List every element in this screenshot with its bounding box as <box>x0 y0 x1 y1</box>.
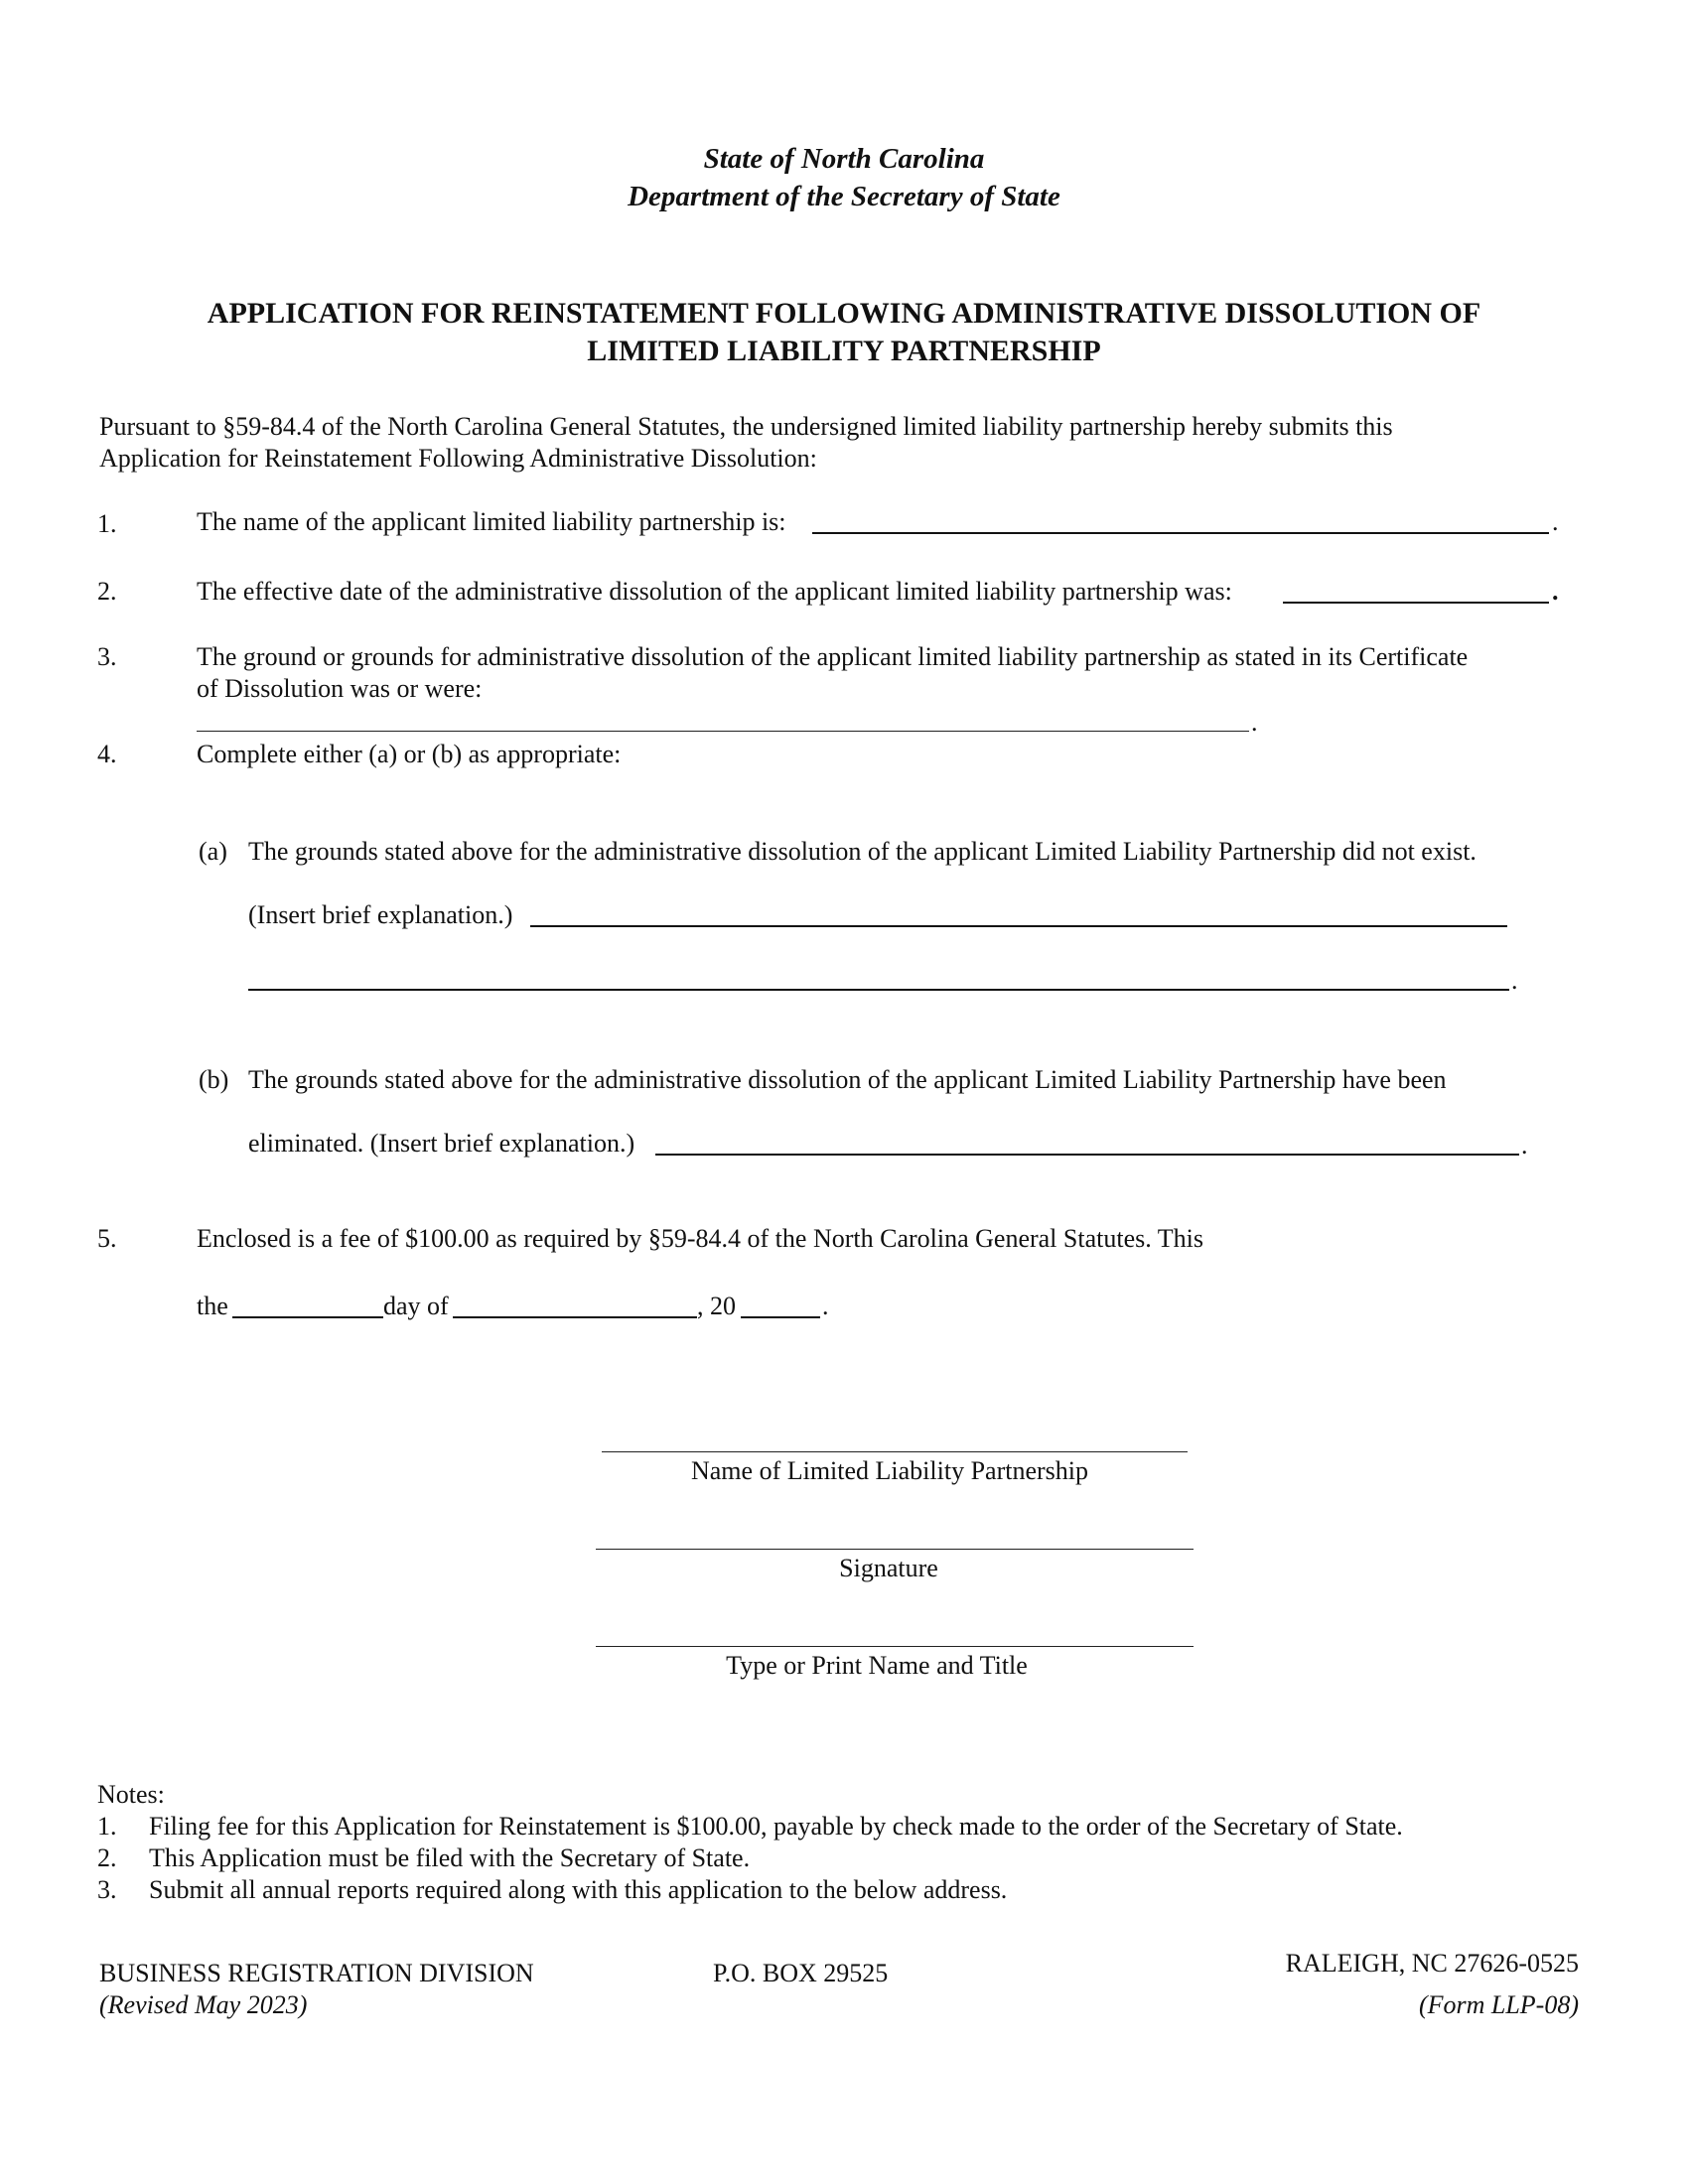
option-a-explanation-field-1[interactable] <box>530 925 1507 927</box>
footer-po-box: P.O. BOX 29525 <box>713 1959 889 1987</box>
signature-caption: Signature <box>839 1554 938 1582</box>
option-b-period: . <box>1521 1131 1528 1160</box>
item-5-number: 5. <box>97 1224 117 1253</box>
item-1-period: . <box>1552 507 1559 536</box>
date-the-label: the <box>197 1292 228 1320</box>
option-a-label: (a) <box>199 837 227 866</box>
footer-revised: (Revised May 2023) <box>99 1990 308 2019</box>
llp-name-field[interactable] <box>812 532 1549 534</box>
item-2-period: . <box>1552 577 1559 606</box>
department-heading: Department of the Secretary of State <box>628 181 1060 212</box>
item-4-number: 4. <box>97 740 117 768</box>
state-heading: State of North Carolina <box>703 143 985 175</box>
option-b-explanation-field[interactable] <box>655 1154 1519 1156</box>
item-5-text: Enclosed is a fee of $100.00 as required by §59-84.4 of the North Carolina General Statutes. This <box>197 1224 1203 1253</box>
item-3-number: 3. <box>97 642 117 671</box>
option-b-text: The grounds stated above for the administrative dissolution of the applicant Limited Liability Partnership have been <box>248 1065 1447 1094</box>
item-4-text: Complete either (a) or (b) as appropriate: <box>197 740 622 768</box>
item-3-line1: The ground or grounds for administrative dissolution of the applicant limited liability partnership as stated in its Certificate <box>197 642 1469 671</box>
date-period: . <box>822 1292 829 1320</box>
option-b-explain-label: eliminated. (Insert brief explanation.) <box>248 1129 635 1158</box>
day-field[interactable] <box>232 1316 383 1318</box>
date-year-prefix: , 20 <box>697 1292 736 1320</box>
option-a-explanation-field-2[interactable] <box>248 989 1509 991</box>
footer-city: RALEIGH, NC 27626-0525 <box>1285 1949 1579 1978</box>
note-1-number: 1. <box>97 1812 117 1841</box>
note-3-number: 3. <box>97 1875 117 1904</box>
item-1-number: 1. <box>97 509 117 538</box>
date-day-of-label: day of <box>383 1292 449 1320</box>
note-2-text: This Application must be filed with the Secretary of State. <box>149 1843 751 1872</box>
dissolution-date-field[interactable] <box>1283 602 1549 604</box>
form-title-line1: APPLICATION FOR REINSTATEMENT FOLLOWING ADMINISTRATIVE DISSOLUTION OF <box>207 297 1481 330</box>
print-name-title-field[interactable] <box>596 1646 1194 1647</box>
item-3-period: . <box>1251 708 1258 737</box>
option-b-label: (b) <box>199 1065 229 1094</box>
item-3-line2: of Dissolution was or were: <box>197 674 483 703</box>
option-a-period: . <box>1511 966 1518 995</box>
llp-name-signature-field[interactable] <box>602 1451 1188 1452</box>
intro-line1: Pursuant to §59-84.4 of the North Carolina General Statutes, the undersigned limited liability partnership hereby submits this <box>99 412 1393 441</box>
footer-form-number: (Form LLP-08) <box>1418 1990 1579 2019</box>
dissolution-grounds-field[interactable] <box>197 731 1249 732</box>
year-field[interactable] <box>741 1316 820 1318</box>
intro-line2: Application for Reinstatement Following Administrative Dissolution: <box>99 444 817 473</box>
note-1-text: Filing fee for this Application for Reinstatement is $100.00, payable by check made to the order of the Secretary of State. <box>149 1812 1403 1841</box>
note-2-number: 2. <box>97 1843 117 1872</box>
option-a-text: The grounds stated above for the administrative dissolution of the applicant Limited Liability Partnership did not exist. <box>248 837 1477 866</box>
form-title-line2: LIMITED LIABILITY PARTNERSHIP <box>587 335 1101 367</box>
item-2-number: 2. <box>97 577 117 606</box>
option-a-explain-label: (Insert brief explanation.) <box>248 900 513 929</box>
month-field[interactable] <box>453 1316 697 1318</box>
note-3-text: Submit all annual reports required along with this application to the below address. <box>149 1875 1008 1904</box>
print-name-title-caption: Type or Print Name and Title <box>726 1651 1028 1680</box>
item-2-text: The effective date of the administrative dissolution of the applicant limited liability partnership was: <box>197 577 1232 606</box>
llp-name-caption: Name of Limited Liability Partnership <box>690 1456 1089 1485</box>
notes-heading: Notes: <box>97 1780 165 1809</box>
item-1-text: The name of the applicant limited liability partnership is: <box>197 507 786 536</box>
footer-division: BUSINESS REGISTRATION DIVISION <box>99 1959 534 1987</box>
signature-field[interactable] <box>596 1549 1194 1550</box>
